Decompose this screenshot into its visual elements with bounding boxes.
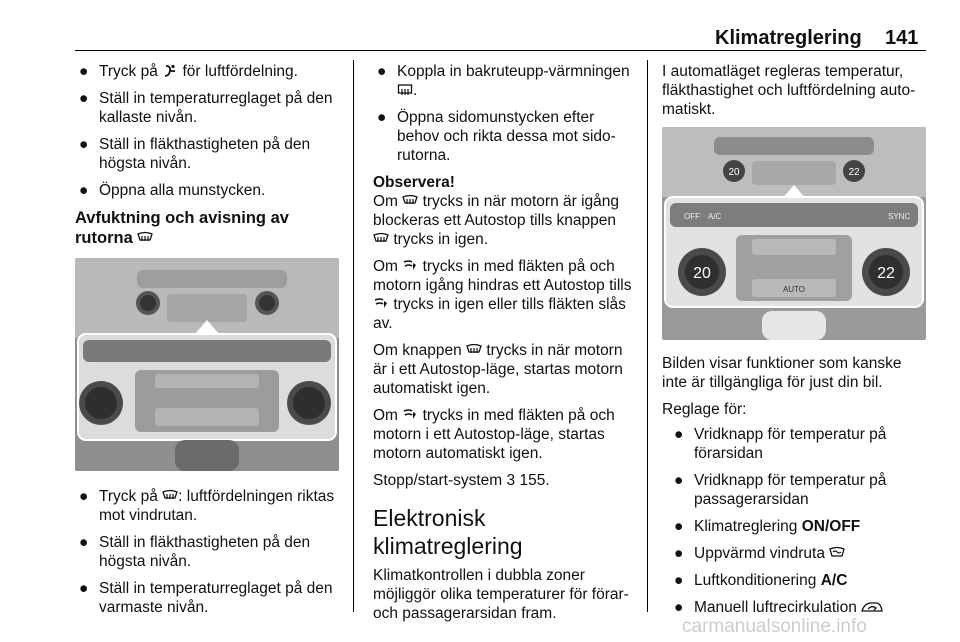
heated-windscreen-icon xyxy=(829,546,845,560)
windscreen-defrost-icon xyxy=(373,232,389,246)
auto-button[interactable]: AUTO xyxy=(782,285,806,294)
list-item: ● Uppvärmd vindruta xyxy=(670,544,928,563)
list-item: ● Manuell luftrecirkulation xyxy=(670,598,928,617)
watermark: carmanualsonline.info xyxy=(682,616,867,637)
windscreen-defrost-icon xyxy=(402,194,418,208)
list-item: ● Öppna sidomunstycken efter behov och rikta dessa mot sido-rutorna. xyxy=(377,109,616,164)
rear-window-heat-icon xyxy=(397,83,413,97)
column-divider-1 xyxy=(353,60,354,612)
section-text: Klimatkontrollen i dubbla zoner möjliggör olika temperaturer för förar- och passagerarsidan fram. xyxy=(373,567,629,622)
right-temp-knob[interactable]: 22 xyxy=(877,265,895,282)
column-divider-2 xyxy=(647,60,648,612)
list-item: ● Vridknapp för temperatur på förarsidan xyxy=(674,426,887,462)
defrost-fan-icon xyxy=(373,297,389,311)
list-item: ● Klimatreglering ON/OFF xyxy=(674,518,861,535)
list-item: ● Ställ in fläkthastigheten på den högsta nivån. xyxy=(79,534,311,570)
defrost-fan-icon xyxy=(402,408,418,422)
header-divider xyxy=(75,50,926,51)
list-item: ● Tryck på för luftfördelning. xyxy=(79,63,298,80)
ac-button[interactable]: A/C xyxy=(708,212,722,221)
note-paragraph: Om trycks in när motorn är igång blockeras ett Autostop tills knappen trycks in igen. xyxy=(373,193,620,248)
sync-button[interactable]: SYNC xyxy=(888,212,911,221)
windscreen-defrost-icon xyxy=(466,343,482,357)
mini-left-temp: 20 xyxy=(728,167,740,178)
controls-title: Reglage för: xyxy=(662,401,747,418)
left-temp-knob[interactable]: 20 xyxy=(693,265,711,282)
windscreen-defrost-icon xyxy=(162,489,178,503)
airflow-distribution-icon xyxy=(162,64,178,78)
windscreen-defrost-icon xyxy=(137,231,153,245)
column-2 xyxy=(373,62,635,631)
air-recirculation-icon xyxy=(861,600,883,614)
list-item: ● Koppla in bakruteupp-värmningen . xyxy=(377,63,630,99)
defrost-fan-icon xyxy=(402,259,418,273)
cross-reference[interactable]: Stopp/start-system 3 155. xyxy=(373,472,550,489)
page-title: Klimatreglering xyxy=(715,27,862,49)
list-item: ● Vridknapp för temperatur på passagerarsidan xyxy=(674,472,887,508)
note-paragraph: Om trycks in med fläkten på och motorn i ett Autostop-läge, startas motorn automatiskt igen. xyxy=(373,407,615,462)
column-3 xyxy=(662,62,928,625)
list-item: ● Ställ in temperaturreglaget på den varmaste nivån. xyxy=(79,580,333,616)
mini-right-temp: 22 xyxy=(848,167,860,178)
list-item: ● Luftkonditionering A/C xyxy=(674,572,848,589)
off-button[interactable]: OFF xyxy=(684,212,700,221)
note-title: Observera! xyxy=(373,174,455,191)
climate-control-panel-figure xyxy=(75,258,339,471)
column-1 xyxy=(75,62,347,625)
note-paragraph: Om knappen trycks in när motorn är i ett Autostop-läge, startas motorn automatiskt igen. xyxy=(373,342,623,397)
reference-arrow-icon: 3 xyxy=(506,472,516,489)
list-item: ● Ställ in temperaturreglaget på den kallaste nivån. xyxy=(79,90,333,126)
figure-caption: Bilden visar funktioner som kanske inte är tillgängliga för just din bil. xyxy=(662,355,902,391)
list-item: ● Öppna alla munstycken. xyxy=(79,182,266,199)
section-title: Elektronisk klimatreglering xyxy=(373,505,523,559)
intro-paragraph: I automatläget regleras temperatur, fläkthastighet och luftfördelning auto-matiskt. xyxy=(662,63,916,118)
section-heading: Avfuktning och avisning av rutorna xyxy=(75,209,289,247)
page-number: 141 xyxy=(885,27,919,49)
note-paragraph: Om trycks in med fläkten på och motorn igång hindras ett Autostop tills trycks in igen eller tills fläkten slås av. xyxy=(373,258,632,332)
electronic-climate-panel-figure xyxy=(662,127,926,340)
list-item: ● Tryck på : luftfördelningen riktas mot vindrutan. xyxy=(79,488,335,524)
list-item: ● Ställ in fläkthastigheten på den högsta nivån. xyxy=(79,136,311,172)
